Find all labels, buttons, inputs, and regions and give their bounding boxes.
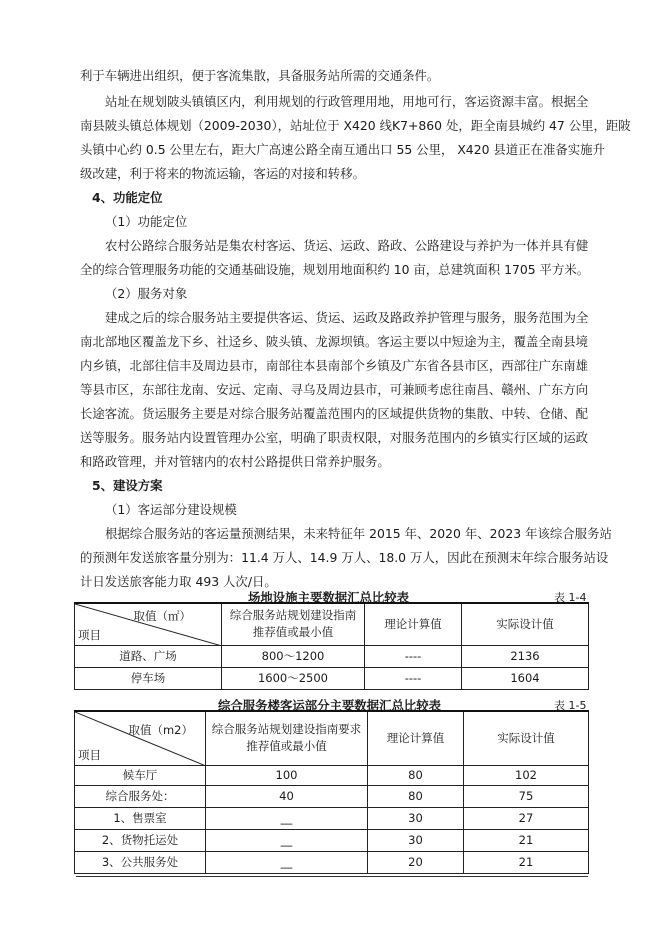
cell-theory: ---- bbox=[365, 645, 462, 667]
header-value-label: 取值（㎡） bbox=[133, 609, 191, 623]
section-heading-5: 5、建设方案 bbox=[92, 478, 163, 493]
cell-theory: 80 bbox=[368, 765, 464, 785]
section-heading-4: 4、功能定位 bbox=[92, 190, 163, 205]
cell-item: 3、公共服务处 bbox=[75, 851, 206, 873]
paragraph-line: 根据综合服务站的客运量预测结果，未来特征年 2015 年、2020 年、2023 年该综合服务站 bbox=[105, 526, 612, 541]
header-recommended-line2: 推荐值或最小值 bbox=[246, 739, 327, 754]
header-diagonal-cell bbox=[75, 603, 222, 645]
cell-actual: 1604 bbox=[462, 667, 589, 689]
cell-theory: 80 bbox=[368, 785, 464, 807]
cell-theory: 30 bbox=[368, 807, 464, 829]
table-row bbox=[75, 765, 589, 785]
table-row bbox=[75, 829, 589, 851]
header-theory: 理论计算值 bbox=[368, 711, 464, 765]
paragraph-line: 建成之后的综合服务站主要提供客运、货运、运政及路政养护管理与服务，服务范围为全 bbox=[105, 310, 589, 325]
paragraph-line: 全的综合管理服务功能的交通基础设施，规划用地面积约 10 亩，总建筑面积 1705 平方米。 bbox=[80, 262, 590, 277]
subsection-heading: （2）服务对象 bbox=[105, 286, 188, 301]
passenger-service-table bbox=[74, 710, 589, 874]
cell-theory: 30 bbox=[368, 829, 464, 851]
header-item-label: 项目 bbox=[78, 627, 101, 642]
cell-actual: 21 bbox=[464, 829, 589, 851]
site-facilities-table bbox=[74, 602, 589, 690]
paragraph-line: 农村公路综合服务站是集农村客运、货运、运政、路政、公路建设与养护为一体并具有健 bbox=[105, 238, 589, 253]
cell-theory: ---- bbox=[365, 667, 462, 689]
cell-recommended: 100 bbox=[206, 765, 368, 785]
table-row bbox=[75, 851, 589, 873]
paragraph-line: 等县市区，东部往龙南、安远、定南、寻乌及周边县市，可兼顾考虑往南昌、赣州、广东方向 bbox=[80, 382, 589, 397]
header-recommended-line1: 综合服务站规划建设指南 bbox=[229, 608, 357, 623]
cell-actual: 75 bbox=[464, 785, 589, 807]
cell-actual: 2136 bbox=[462, 645, 589, 667]
cell-actual: 27 bbox=[464, 807, 589, 829]
header-actual: 实际设计值 bbox=[462, 603, 589, 645]
paragraph-line: 送等服务。服务站内设置管理办公室，明确了职责权限，对服务范围内的乡镇实行区域的运政 bbox=[80, 430, 589, 445]
cell-item: 2、货物托运处 bbox=[75, 829, 206, 851]
cell-recommended: 800～1200 bbox=[222, 645, 365, 667]
header-diagonal-cell bbox=[75, 711, 206, 765]
table-caption: 综合服务楼客运部分主要数据汇总比较表 bbox=[218, 698, 442, 713]
header-item-label: 项目 bbox=[78, 747, 101, 762]
paragraph-line: 计日发送旅客能力取 493 人次/日。 bbox=[80, 574, 277, 589]
header-recommended-line2: 推荐值或最小值 bbox=[252, 625, 334, 640]
subsection-heading: （1）客运部分建设规模 bbox=[105, 502, 237, 517]
cell-item: 综合服务处： bbox=[75, 785, 206, 807]
table-number: 表 1-4 bbox=[554, 591, 587, 604]
paragraph-line: 站址在规划陂头镇镇区内，利用规划的行政管理用地，用地可行，客运资源丰富。根据全 bbox=[105, 94, 589, 109]
subsection-heading: （1）功能定位 bbox=[105, 214, 188, 229]
table-caption: 场地设施主要数据汇总比较表 bbox=[248, 590, 410, 605]
footer-rule bbox=[76, 876, 588, 877]
cell-item: 候车厅 bbox=[75, 765, 206, 785]
paragraph-line: 内乡镇，北部往信丰及周边县市，南部往本县南部个乡镇及广东省各县市区，西部往广东南雄 bbox=[80, 358, 589, 373]
paragraph-line: 南北部地区覆盖龙下乡、社迳乡、陂头镇、龙源坝镇。客运主要以中短途为主，覆盖全南县境 bbox=[80, 334, 589, 349]
table-row bbox=[75, 667, 589, 689]
table-row bbox=[75, 645, 589, 667]
cell-recommended: __ bbox=[206, 851, 368, 873]
cell-actual: 21 bbox=[464, 851, 589, 873]
header-theory: 理论计算值 bbox=[365, 603, 462, 645]
paragraph-line: 级改建，利于将来的物流运输，客运的对接和转移。 bbox=[80, 166, 365, 181]
header-recommended bbox=[206, 711, 368, 765]
paragraph-line: 和路政管理，并对管辖内的农村公路提供日常养护服务。 bbox=[80, 454, 390, 469]
cell-item: 停车场 bbox=[75, 667, 222, 689]
paragraph-line: 长途客流。货运服务主要是对综合服务站覆盖范围内的区域提供货物的集散、中转、仓储、配 bbox=[80, 406, 589, 421]
cell-recommended: 1600～2500 bbox=[222, 667, 365, 689]
header-recommended bbox=[222, 603, 365, 645]
paragraph-line: 的预测年发送旅客量分别为：11.4 万人、14.9 万人、18.0 万人，因此在预测末年综合服务站设 bbox=[80, 550, 609, 565]
table-number: 表 1-5 bbox=[554, 699, 587, 712]
paragraph-line: 南县陂头镇总体规划（2009-2030），站址位于 X420 线K7+860 处，距全南县城约 47 公里，距陂 bbox=[80, 118, 631, 133]
cell-actual: 102 bbox=[464, 765, 589, 785]
header-value-label: 取值（m2） bbox=[128, 723, 193, 737]
cell-theory: 20 bbox=[368, 851, 464, 873]
table-row bbox=[75, 785, 589, 807]
cell-item: 1、售票室 bbox=[75, 807, 206, 829]
cell-recommended: __ bbox=[206, 807, 368, 829]
paragraph-line: 利于车辆进出组织，便于客流集散，具备服务站所需的交通条件。 bbox=[80, 68, 440, 83]
paragraph-line: 头镇中心约 0.5 公里左右，距大广高速公路全南互通出口 55 公里， X420 县道正在准备实施升 bbox=[80, 142, 605, 157]
cell-item: 道路、广场 bbox=[75, 645, 222, 667]
header-actual: 实际设计值 bbox=[464, 711, 589, 765]
table-row bbox=[75, 807, 589, 829]
header-recommended-line1: 综合服务站规划建设指南要求 bbox=[211, 722, 362, 737]
cell-recommended: 40 bbox=[206, 785, 368, 807]
cell-recommended: __ bbox=[206, 829, 368, 851]
